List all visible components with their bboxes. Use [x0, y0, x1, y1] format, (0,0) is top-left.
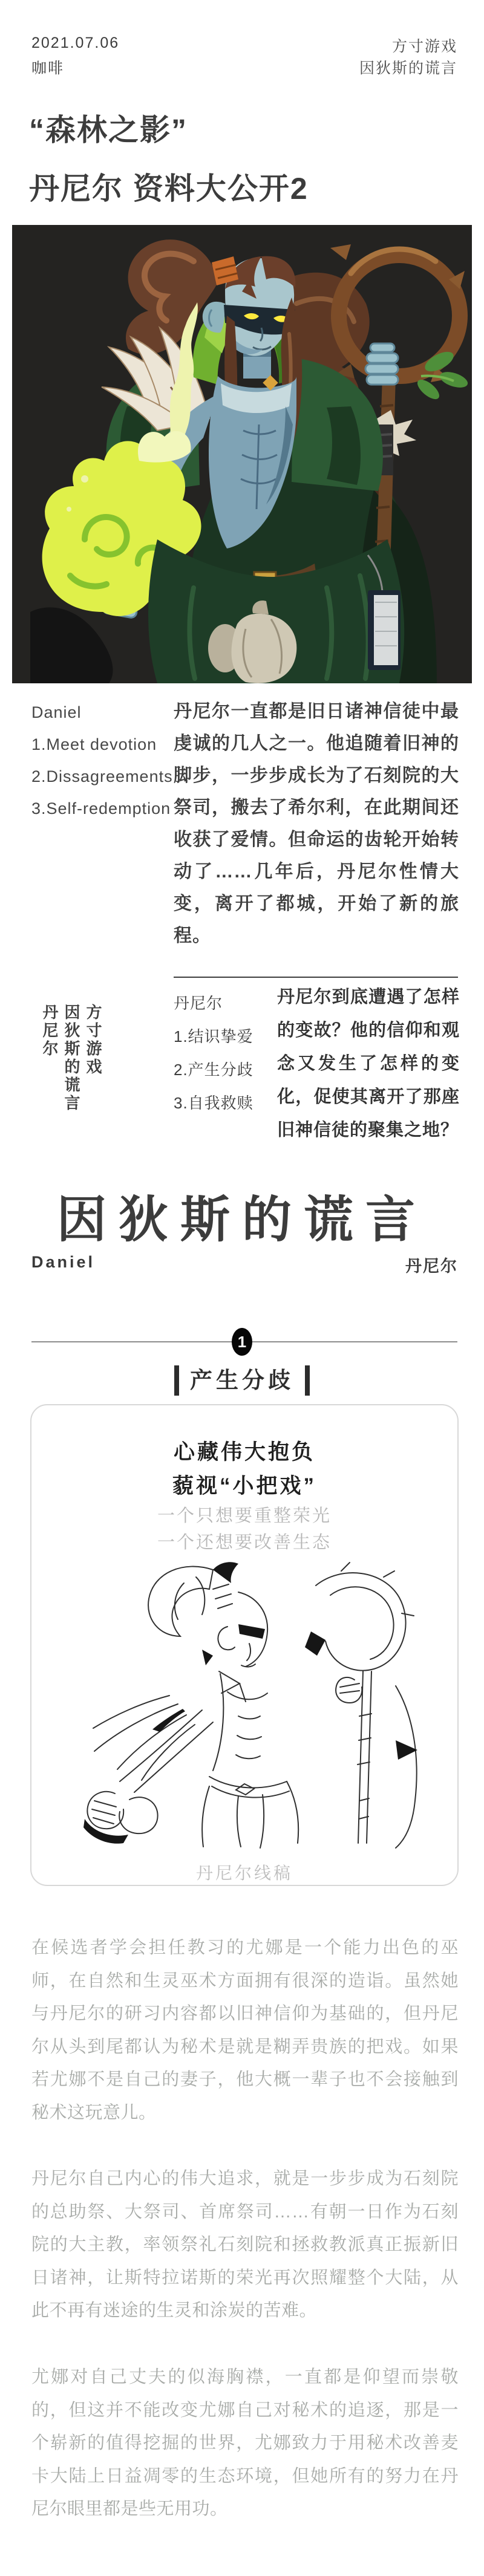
section-divider-line — [174, 977, 458, 978]
game-name: 因狄斯的谎言 — [359, 60, 457, 77]
heading-right-bar-icon — [305, 1365, 310, 1396]
profile-name-en: Daniel — [31, 703, 82, 721]
page-title-line2: 丹尼尔 资料大公开2 — [29, 172, 309, 206]
profile-item-en: 3.Self-redemption — [31, 799, 171, 818]
card-note-1: 一个只想要重整荣光 — [157, 1506, 332, 1526]
studio-name: 方寸游戏 — [391, 38, 457, 55]
character-sketch-card — [30, 1404, 459, 1886]
vertical-line: 方寸游戏 — [84, 1004, 102, 1076]
profile-name-cn: 丹尼尔 — [174, 994, 223, 1012]
section-number: 1 — [237, 1332, 247, 1351]
teaser-question-paragraph: 丹尼尔到底遭遇了怎样的变故？他的信仰和观念又发生了怎样的变化，促使其离开了那座旧神信徒的聚集之地？ — [277, 987, 460, 1140]
section-heading — [0, 1365, 484, 1396]
profile-list-cn — [174, 987, 253, 1120]
daniel-sketch-illustration — [57, 1556, 432, 1852]
profile-item-cn: 2.产生分歧 — [174, 1061, 253, 1079]
card-headline-1: 心藏伟大抱负 — [173, 1440, 315, 1464]
profile-item-en: 1.Meet devotion — [31, 735, 157, 753]
card-headline-2: 藐视“小把戏” — [172, 1474, 316, 1498]
section-heading-label: 产生分歧 — [190, 1368, 294, 1393]
body-paragraph-1: 在候选者学会担任教习的尤娜是一个能力出色的巫师，在自然和生灵巫术方面拥有很深的造诣。虽然她与丹尼尔的研习内容都以旧神信仰为基础的，但丹尼尔从头到尾都认为秘术是就是糊弄贵族的把戏。如果若尤娜不是自己的妻子，他大概一辈子也不会接触到秘术这玩意儿。 — [31, 1938, 459, 2122]
body-paragraph-3: 尤娜对自己丈夫的似海胸襟，一直都是仰望而崇敬的，但这并不能改变尤娜自己对秘术的追逐，那是一个崭新的值得挖掘的世界，尤娜致力于用秘术改善麦卡大陆上日益凋零的生态环境，但她所有的努力在丹尼尔眼里都是些无用功。 — [31, 2367, 459, 2519]
profile-intro-paragraph: 丹尼尔一直都是旧日诸神信徒中最虔诚的几人之一。他追随着旧神的脚步，一步步成长为了石刻院的大祭司，搬去了希尔利，在此期间还收获了爱情。但命运的齿轮开始转动了……几年后，丹尼尔性情大变，离开了都城，开始了新的旅程。 — [174, 701, 459, 946]
profile-item-cn: 3.自我救赎 — [174, 1094, 253, 1112]
banner-name-cn: 丹尼尔 — [405, 1257, 458, 1275]
vertical-line: 丹尼尔 — [41, 1004, 59, 1058]
profile-item-en: 2.Dissagreements — [31, 767, 173, 785]
profile-list-en — [31, 697, 173, 825]
sketch-caption: 丹尼尔线稿 — [195, 1864, 293, 1882]
card-note-2: 一个还想要改善生态 — [157, 1533, 332, 1552]
section-number-badge — [232, 1328, 252, 1356]
vertical-line: 因狄斯的谎言 — [62, 1004, 80, 1113]
profile-item-cn: 1.结识挚爱 — [174, 1027, 253, 1046]
banner-title: 因狄斯的谎言 — [56, 1192, 427, 1247]
post-date: 2021.07.06 — [31, 34, 120, 51]
post-author: 咖啡 — [31, 60, 65, 77]
daniel-character-illustration — [12, 225, 472, 683]
banner-name-en: Daniel — [31, 1253, 96, 1271]
body-paragraph-2: 丹尼尔自己内心的伟大追求，就是一步步成为石刻院的总助祭、大祭司、首席祭司……有朝一日作为石刻院的大主教，率领祭礼石刻院和拯救教派真正振新旧日诸神，让斯特拉诺斯的荣光再次照耀整个大陆，从此不再有迷途的生灵和涂炭的苦难。 — [31, 2169, 459, 2320]
page-title-line1: “森林之影” — [29, 113, 188, 147]
vertical-brand-block — [39, 1004, 104, 1125]
heading-left-bar-icon — [174, 1365, 179, 1396]
